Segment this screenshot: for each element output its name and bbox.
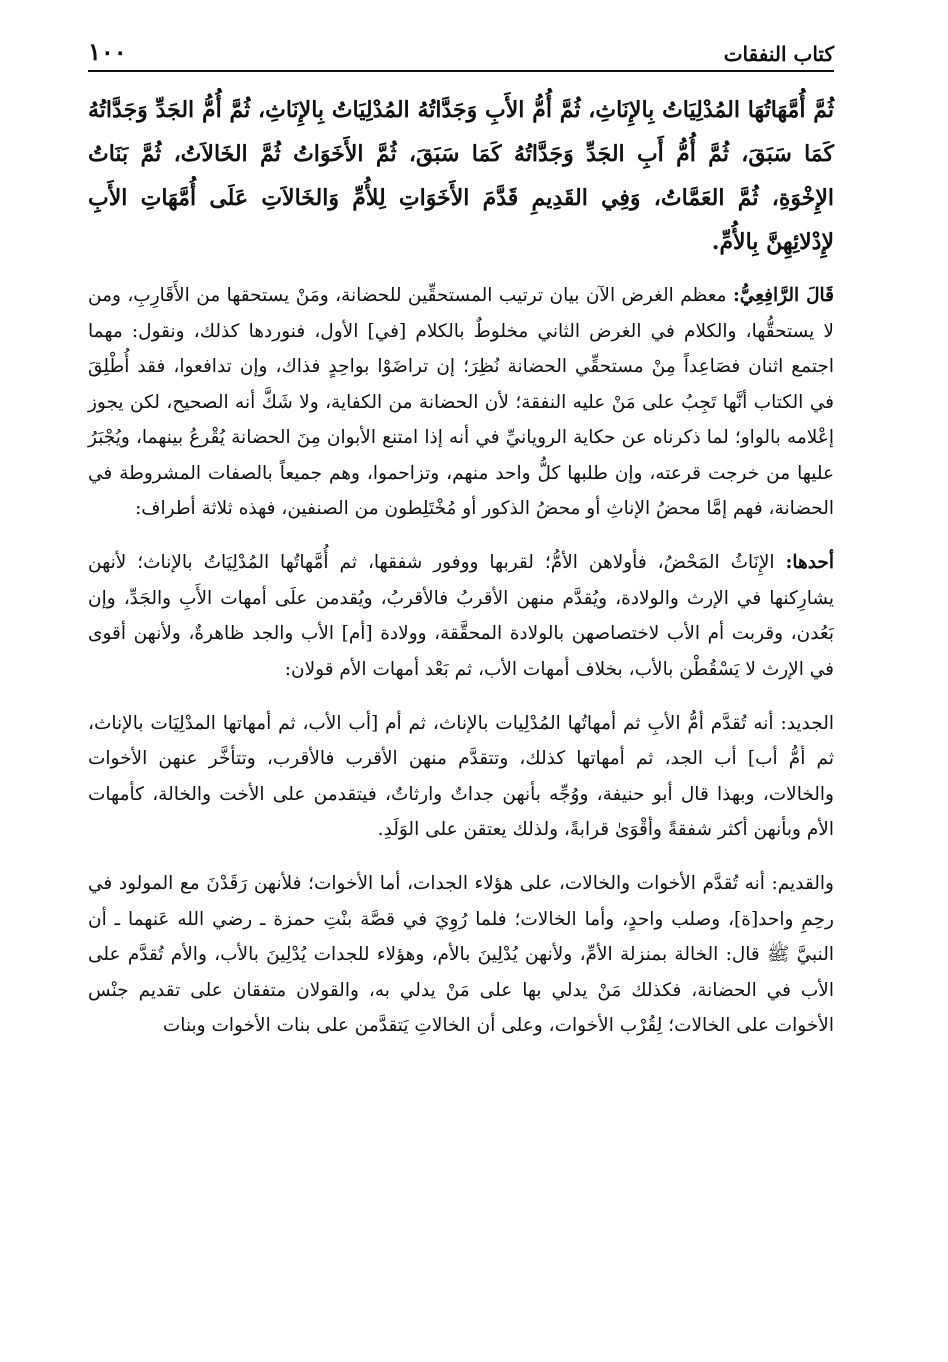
paragraph-lead: أحدها: <box>785 552 834 573</box>
book-title: كتاب النفقات <box>723 42 834 66</box>
paragraph-lead: قَالَ الرَّافِعِيُّ: <box>732 285 834 306</box>
commentary-paragraph <box>88 866 834 1044</box>
paragraph-body: الإِنَاثُ المَحْضُ، فأولاهن الأمُّ؛ لقربها ووفور شفقها، ثم أُمَّهاتُها المُدْلِيَاتُ بالإناث؛ لأنهن يشارِكنها في الإرث والولادة، ويُقدَّم منهن الأقربُ فالأقربُ، ويُقدمن علَى أمهات الأَبِ والجَدِّ، وإن بَعُدن، وقربت أم الأب لاختصاصهن بالولادة المحقَّقة، وولادة [أم] الأب والجد ظاهرةٌ، ولأنهن أقوى في الإرث لا يَسْقُطْن بالأب، بخلاف أمهات الأب، ثم بَعْد أمهات الأم قولان: <box>88 552 834 680</box>
paragraph-lead: والقديم: <box>771 873 834 894</box>
book-page <box>88 32 834 1062</box>
page-header <box>88 32 834 72</box>
commentary-paragraph <box>88 706 834 848</box>
paragraph-lead: الجديد: <box>780 712 834 734</box>
commentary-paragraph <box>88 278 834 527</box>
paragraph-body: معظم الغرض الآن بيان ترتيب المستحقِّين للحضانة، ومَنْ يستحقها من الأَقَارِبِ، ومن لا يستحقُّها، والكلام في الغرض الثاني مخلوطٌ بالكلام [في] الأول، فنوردها كذلك، ونقول: مهما اجتمع اثنان فصَاعِداً مِنْ مستحقِّي الحضانة نُظِرَ؛ إن تراضَوْا بواحِدٍ فذاك، وإن تدافعوا، فقد أُطْلِقَ في الكتاب أنَّها تَجِبُ على مَنْ عليه النفقة؛ لأن الحضانة من الكفاية، ولا شَكَّ أنه الصحيح، لكن يجوز إعْلامه بالواو؛ لما ذكرناه عن حكاية الرويانيِّ في أنه إذا امتنع الأبوان مِنَ الحضانة يُقْرعُ بينهما، ويُجْبَرُ عليها من خرجت قرعته، وإن طلبها كلُّ واحد منهم، وتزاحموا، وهم جميعاً بالصفات المشروطة في الحضانة، فهم إمَّا محضُ الإناثِ أو محضُ الذكور أو مُخْتَلِطون من الصنفين، فهذه ثلاثة أطراف: <box>88 285 834 519</box>
page-number: ١٠٠ <box>88 37 127 66</box>
matn-text: ثُمَّ أُمَّهَاتُهَا المُدْلِيَاتُ بِالإِنَاثِ، ثُمَّ أُمُّ الأَبِ وَجَدَّاتُهُ المُدْلِيَاتُ بِالإِنَاثِ، ثُمَّ أُمُّ الجَدِّ وَجَدَّاتُهُ كَمَا سَبَقَ، ثُمَّ أُمُّ أَبِ الجَدِّ وَجَدَّاتُهُ كَمَا سَبَقَ، ثُمَّ الأَخَوَاتُ ثُمَّ الخَالاَتُ، ثُمَّ بَنَاتُ الإِخْوَةِ، ثُمَّ العَمَّاتُ، وَفِي القَدِيمِ قَدَّمَ الأَخَوَاتِ لِلأُمِّ وَالخَالاَتِ عَلَى أُمَّهَاتِ الأَبِ لإِدْلائِهِنَّ بِالأُمِّ. <box>88 97 834 255</box>
paragraph-body: أنه تُقدَّم الأخوات والخالات، على هؤلاء الجدات، أما الأخوات؛ فلأنهن رَقَدْنَ مع المولود في رحِمِ واحد[ة]، وصلب واحدٍ، وأما الخالات؛ فلما رُوِيَ في قصَّة بنْتِ حمزة ـ رضي الله عَنهما ـ أن النبيَّ ﷺ قال: الخالة بمنزلة الأمِّ، ولأنهن يُدْلِينَ بالأم، وهؤلاء للجدات يُدْلِينَ بالأب، والأم تُقدَّم على الأب في الحضانة، فكذلك مَنْ يدلي بها على مَنْ يدلي به، والقولان متفقان على تقديم جنْس الأخوات على الخالات؛ لِقُرْب الأخوات، وعلى أن الخالاتِ يَتقدَّمن على بنات الأخوات وبنات <box>88 873 834 1036</box>
paragraph-body: أنه تُقدَّم أمُّ الأبِ ثم أمهاتُها المُدْلِيات بالإناث، ثم أم [أب الأب، ثم أمهاتها المدْلِيَات بالإناث، ثم أمُّ أب] أب الجد، ثم أمهاتها كذلك، وتتقدَّم منهن الأقرب فالأقرب، وتتأخَّر عنهن الأخوات والخالات، وبهذا قال أبو حنيفة، ووُجِّه بأنهن جداتٌ وارثاتٌ، فيتقدمن على الأخت والخالة، كأمهات الأم وبأنهن أكثر شفقةً وأقْوَىٰ قرابةً، ولذلك يعتقن على الوَلَدِ. <box>88 712 834 840</box>
commentary-paragraph <box>88 545 834 687</box>
